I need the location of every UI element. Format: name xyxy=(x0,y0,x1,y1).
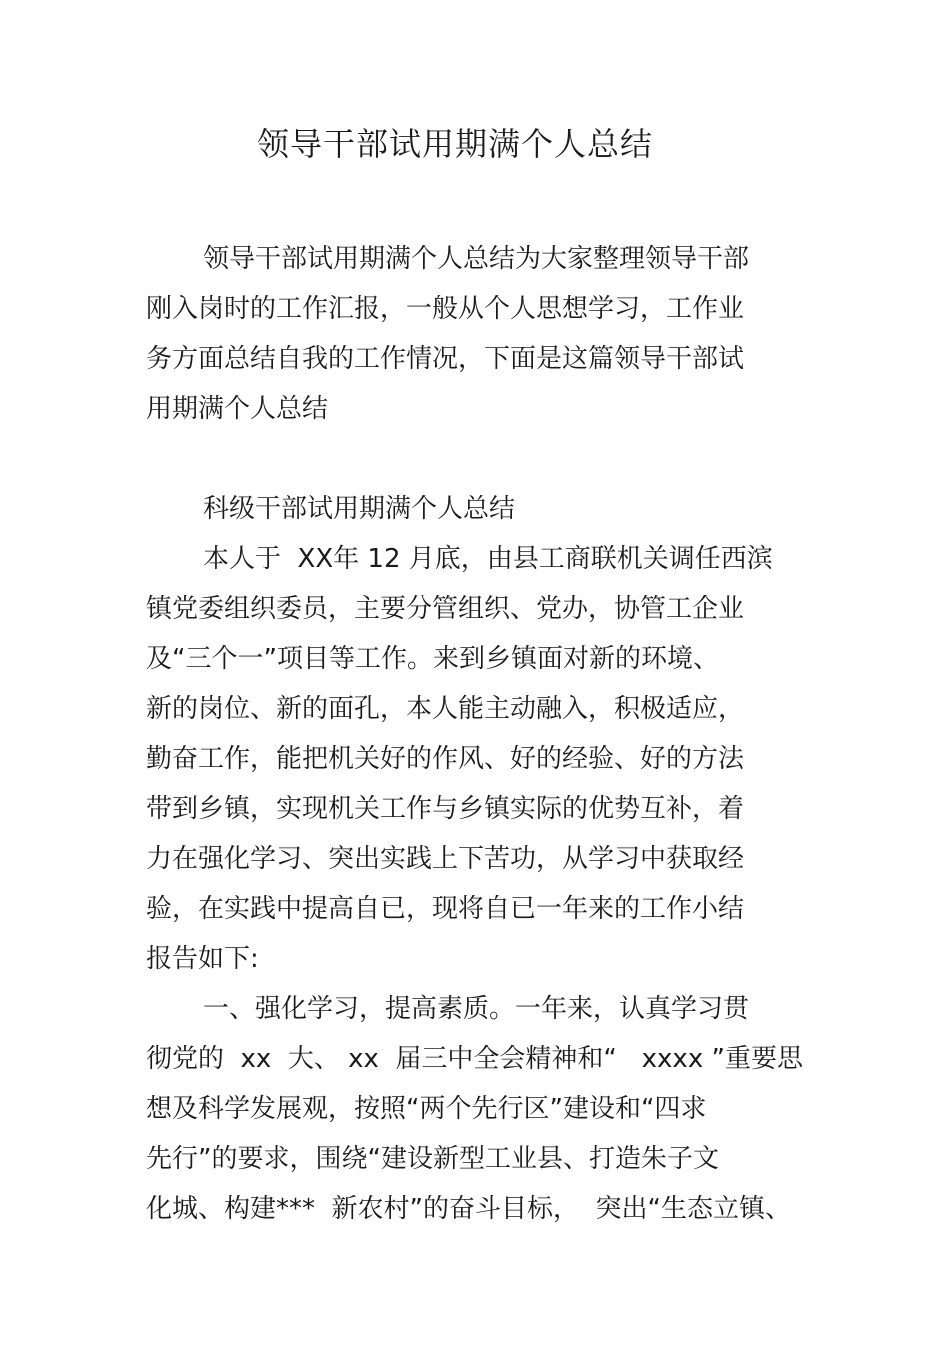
intro-line: 用期满个人总结 xyxy=(146,394,329,424)
section-heading: 科级干部试用期满个人总结 xyxy=(203,494,516,524)
paragraph-line: 带到乡镇，实现机关工作与乡镇实际的优势互补，着 xyxy=(146,794,745,824)
paragraph-line: 化城、构建*** 新农村”的奋斗目标， 突出“生态立镇、 xyxy=(146,1194,791,1224)
paragraph-line: 新的岗位、新的面孔，本人能主动融入，积极适应， xyxy=(146,694,745,724)
paragraph-line: 及“三个一”项目等工作。来到乡镇面对新的环境、 xyxy=(146,644,719,674)
paragraph-line: 勤奋工作，能把机关好的作风、好的经验、好的方法 xyxy=(146,744,745,774)
paragraph-line: 本人于 XX年 12 月底，由县工商联机关调任西滨 xyxy=(203,544,773,574)
intro-line: 刚入岗时的工作汇报，一般从个人思想学习，工作业 xyxy=(146,294,745,324)
paragraph-line: 一、强化学习，提高素质。一年来，认真学习贯 xyxy=(203,994,750,1024)
paragraph-line: 报告如下: xyxy=(146,944,259,974)
intro-line: 务方面总结自我的工作情况，下面是这篇领导干部试 xyxy=(146,344,745,374)
paragraph-line: 先行”的要求，围绕“建设新型工业县、打造朱子文 xyxy=(146,1144,719,1174)
paragraph-line: 镇党委组织委员，主要分管组织、党办，协管工企业 xyxy=(146,594,745,624)
paragraph-line: 力在强化学习、突出实践上下苦功，从学习中获取经 xyxy=(146,844,745,874)
paragraph-line: 想及科学发展观，按照“两个先行区”建设和“四求 xyxy=(146,1094,707,1124)
paragraph-line: 验，在实践中提高自已，现将自已一年来的工作小结 xyxy=(146,894,745,924)
paragraph-line: 彻党的 xx 大、 xx 届三中全会精神和“ xxxx ”重要思 xyxy=(146,1044,803,1074)
intro-line: 领导干部试用期满个人总结为大家整理领导干部 xyxy=(203,244,750,274)
document-title: 领导干部试用期满个人总结 xyxy=(256,125,653,163)
